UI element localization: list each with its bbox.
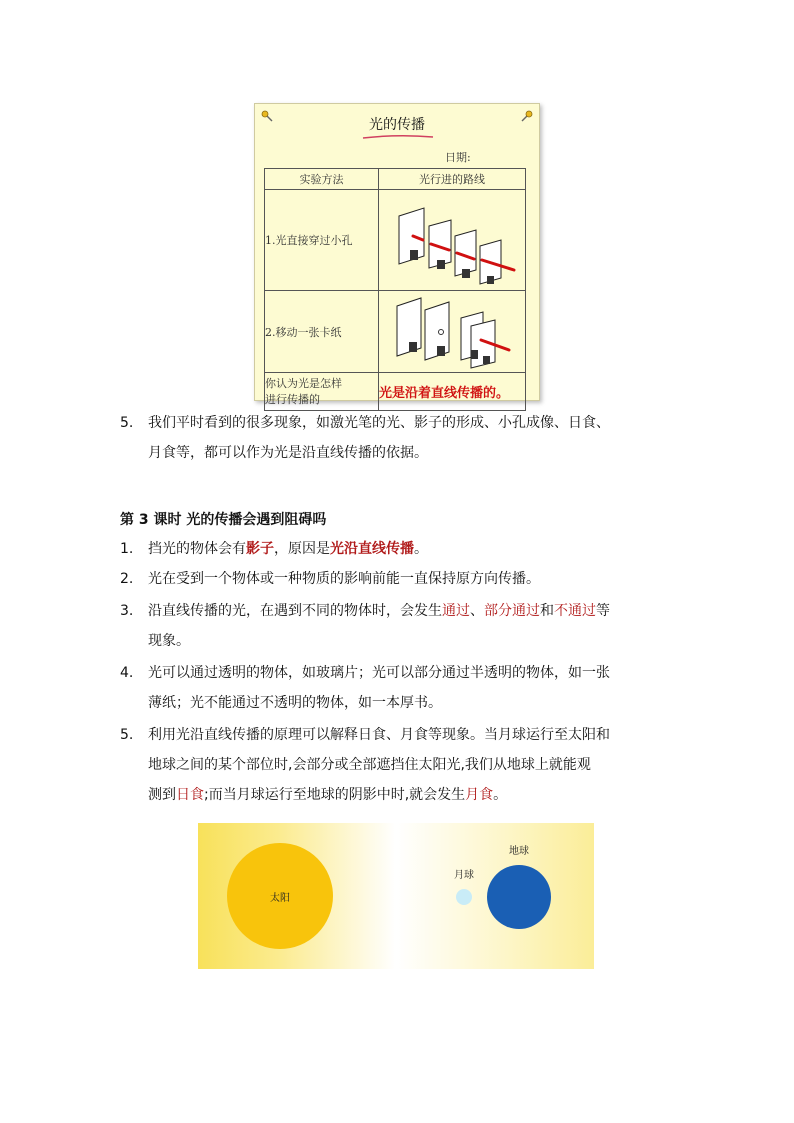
moon-label: 月球 [454,870,474,881]
item-number: 3. [120,603,134,619]
section-heading: 第 3 课时 光的传播会遇到阻碍吗 [120,512,327,528]
highlight-term: 部分通过 [484,603,540,619]
item-text-line: 我们平时看到的很多现象，如激光笔的光、影子的形成、小孔成像、日食、 [148,415,610,431]
pinhole-diagram [379,190,526,291]
item-text-line: 利用光沿直线传播的原理可以解释日食、月食等现象。当月球运行至太阳和 [148,727,610,743]
experiment-record-card [254,103,540,406]
highlight-term: 不通过 [554,603,596,619]
item-text-line: 现象。 [148,633,190,649]
item-number: 5. [120,415,134,431]
earth-icon [487,865,551,929]
sun-label: 太阳 [270,893,290,904]
item-text-line: 地球之间的某个部位时,会部分或全部遮挡住太阳光,我们从地球上就能观 [148,757,591,773]
moon-icon [456,889,472,905]
item-text: 光在受到一个物体或一种物质的影响前能一直保持原方向传播。 [148,571,540,587]
highlight-term: 光沿直线传播 [330,541,414,557]
question-line-2: 进行传播的 [265,392,320,406]
highlight-term: 影子 [246,541,274,557]
item-text: ，原因是 [274,541,330,557]
item-text-line: 光可以通过透明的物体，如玻璃片；光可以部分通过半透明的物体，如一张 [148,665,610,681]
item-number: 4. [120,665,134,681]
title-underline [361,134,435,140]
highlight-term: 通过 [442,603,470,619]
item-text: 沿直线传播的光，在遇到不同的物体时，会发生 [148,603,442,619]
column-header-path: 光行进的路线 [379,169,526,190]
item-text: 等 [596,603,610,619]
method-2: 2.移动一张卡纸 [265,291,379,373]
item-text: 。 [414,541,428,557]
highlight-term: 日食 [176,787,204,803]
earth-label: 地球 [509,846,529,857]
solar-eclipse-figure [198,823,594,969]
item-text: 挡光的物体会有 [148,541,246,557]
experiment-table [264,168,526,411]
item-text: 、 [470,603,484,619]
item-number: 2. [120,571,134,587]
item-text: ;而当月球运行至地球的阴影中时,就会发生 [204,787,466,803]
column-header-method: 实验方法 [265,169,379,190]
item-text: 。 [493,787,508,803]
date-label: 日期: [445,151,471,164]
method-1: 1.光直接穿过小孔 [265,190,379,291]
item-text-line: 月食等，都可以作为光是沿直线传播的依据。 [148,445,428,461]
moved-card-illustration [379,292,525,372]
eclipse-illustration [198,823,594,969]
item-text: 测到 [148,787,176,803]
item-number: 5. [120,727,134,743]
item-text: 和 [540,603,554,619]
card-title: 光的传播 [369,117,425,133]
question-cell [265,373,379,411]
highlight-term: 月食 [465,787,494,803]
item-number: 1. [120,541,134,557]
question-line-1: 你认为光是怎样 [265,376,342,390]
moved-card-diagram [379,291,526,373]
item-text-line: 薄纸；光不能通过不透明的物体，如一本厚书。 [148,695,442,711]
conclusion: 光是沿着直线传播的。 [379,373,526,411]
cards-with-holes-illustration [379,190,525,290]
